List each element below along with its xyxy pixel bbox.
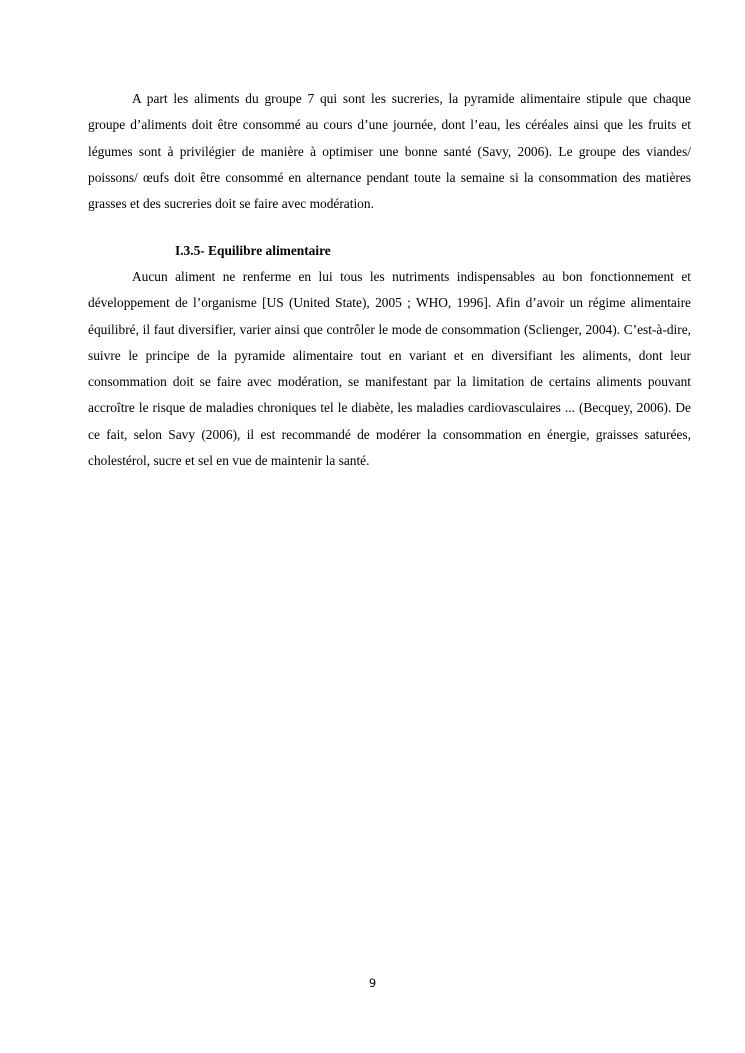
- section-heading: I.3.5- Equilibre alimentaire: [175, 243, 331, 258]
- paragraph-dietary-balance: Aucun aliment ne renferme en lui tous les nutriments indispensables au bon fonctionnement et développement de l’organisme [US (United State), 2005 ; WHO, 1996]. Afin d’avoir un régime alimentaire équilibré, il faut diversifier, varier ainsi que contrôler le mode de consommation (Sclienger, 2004). C’est-à-dire, suivre le principe de la pyramide alimentaire tout en variant et en diversifiant les aliments, dont leur consommation doit se faire avec modération, se manifestant par la limitation de certains aliments pouvant accroître le risque de maladies chroniques tel le diabète, les maladies cardiovasculaires ... (Becquey, 2006). De ce fait, selon Savy (2006), il est recommandé de modérer la consommation en énergie, graisses saturées, cholestérol, sucre et sel en vue de maintenir la santé.: [88, 269, 691, 469]
- page-number: 9: [368, 976, 377, 990]
- paragraph-food-pyramid: A part les aliments du groupe 7 qui sont les sucreries, la pyramide alimentaire stipule que chaque groupe d’aliments doit être consommé au cours d’une journée, dont l’eau, les céréales ainsi que les fruits et légumes sont à privilégier de manière à optimiser une bonne santé (Savy, 2006). Le groupe des viandes/ poissons/ œufs doit être consommé en alternance pendant toute la semaine si la consommation des matières grasses et des sucreries doit se faire avec modération.: [88, 91, 691, 212]
